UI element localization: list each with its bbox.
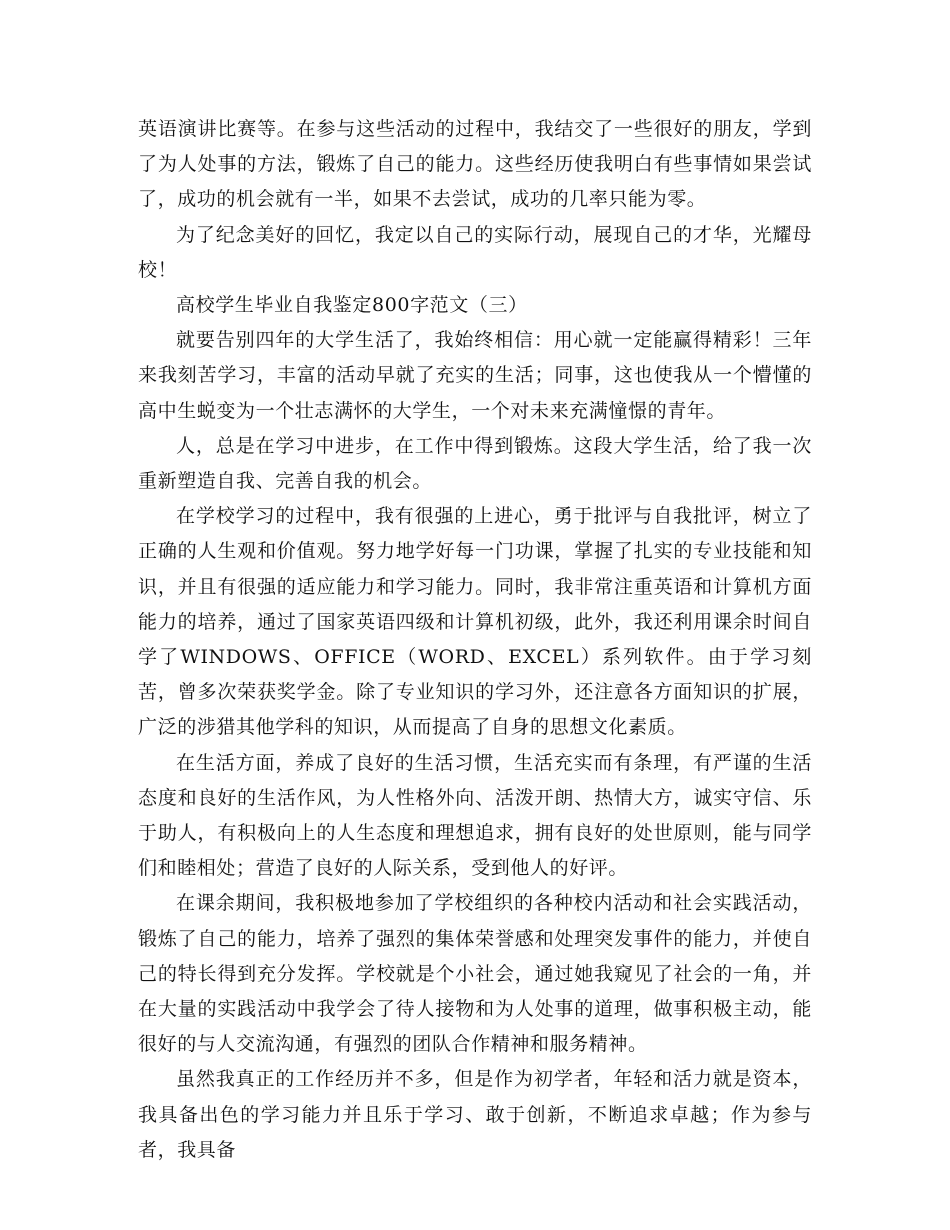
paragraph-continuation: 英语演讲比赛等。在参与这些活动的过程中，我结交了一些很好的朋友，学到了为人处事的方法，锻炼了自己的能力。这些经历使我明白有些事情如果尝试了，成功的机会就有一半，如果不去尝试，成功的几率只能为零。 [138,118,812,211]
document-body [138,112,812,1168]
paragraph-closing: 为了纪念美好的回忆，我定以自己的实际行动，展现自己的才华，光耀母校！ [138,223,812,281]
paragraph: 在生活方面，养成了良好的生活习惯，生活充实而有条理，有严谨的生活态度和良好的生活作风，为人性格外向、活泼开朗、热情大方，诚实守信、乐于助人，有积极向上的人生态度和理想追求，拥有良好的处世原则，能与同学们和睦相处；营造了良好的人际关系，受到他人的好评。 [138,751,812,880]
section-heading: 高校学生毕业自我鉴定800字范文（三） [176,294,528,317]
paragraph: 虽然我真正的工作经历并不多，但是作为初学者，年轻和活力就是资本，我具备出色的学习能力并且乐于学习、敢于创新，不断追求卓越；作为参与者，我具备 [138,1068,812,1161]
paragraph: 在学校学习的过程中，我有很强的上进心，勇于批评与自我批评，树立了正确的人生观和价值观。努力地学好每一门功课，掌握了扎实的专业技能和知识，并且有很强的适应能力和学习能力。同时，我非常注重英语和计算机方面能力的培养，通过了国家英语四级和计算机初级，此外，我还利用课余时间自学了WINDOWS、OFFICE（WORD、EXCEL）系列软件。由于学习刻苦，曾多次荣获奖学金。除了专业知识的学习外，还注意各方面知识的扩展，广泛的涉猎其他学科的知识，从而提高了自身的思想文化素质。 [138,505,812,739]
paragraph: 就要告别四年的大学生活了，我始终相信：用心就一定能赢得精彩！三年来我刻苦学习，丰富的活动早就了充实的生活；同事，这也使我从一个懵懂的高中生蜕变为一个壮志满怀的大学生，一个对未来充满憧憬的青年。 [138,329,812,422]
paragraph: 在课余期间，我积极地参加了学校组织的各种校内活动和社会实践活动，锻炼了自己的能力，培养了强烈的集体荣誉感和处理突发事件的能力，并使自己的特长得到充分发挥。学校就是个小社会，通过她我窥见了社会的一角，并在大量的实践活动中我学会了待人接物和为人处事的道理，做事积极主动，能很好的与人交流沟通，有强烈的团队合作精神和服务精神。 [138,892,812,1056]
paragraph: 人，总是在学习中进步，在工作中得到锻炼。这段大学生活，给了我一次重新塑造自我、完善自我的机会。 [138,434,812,493]
